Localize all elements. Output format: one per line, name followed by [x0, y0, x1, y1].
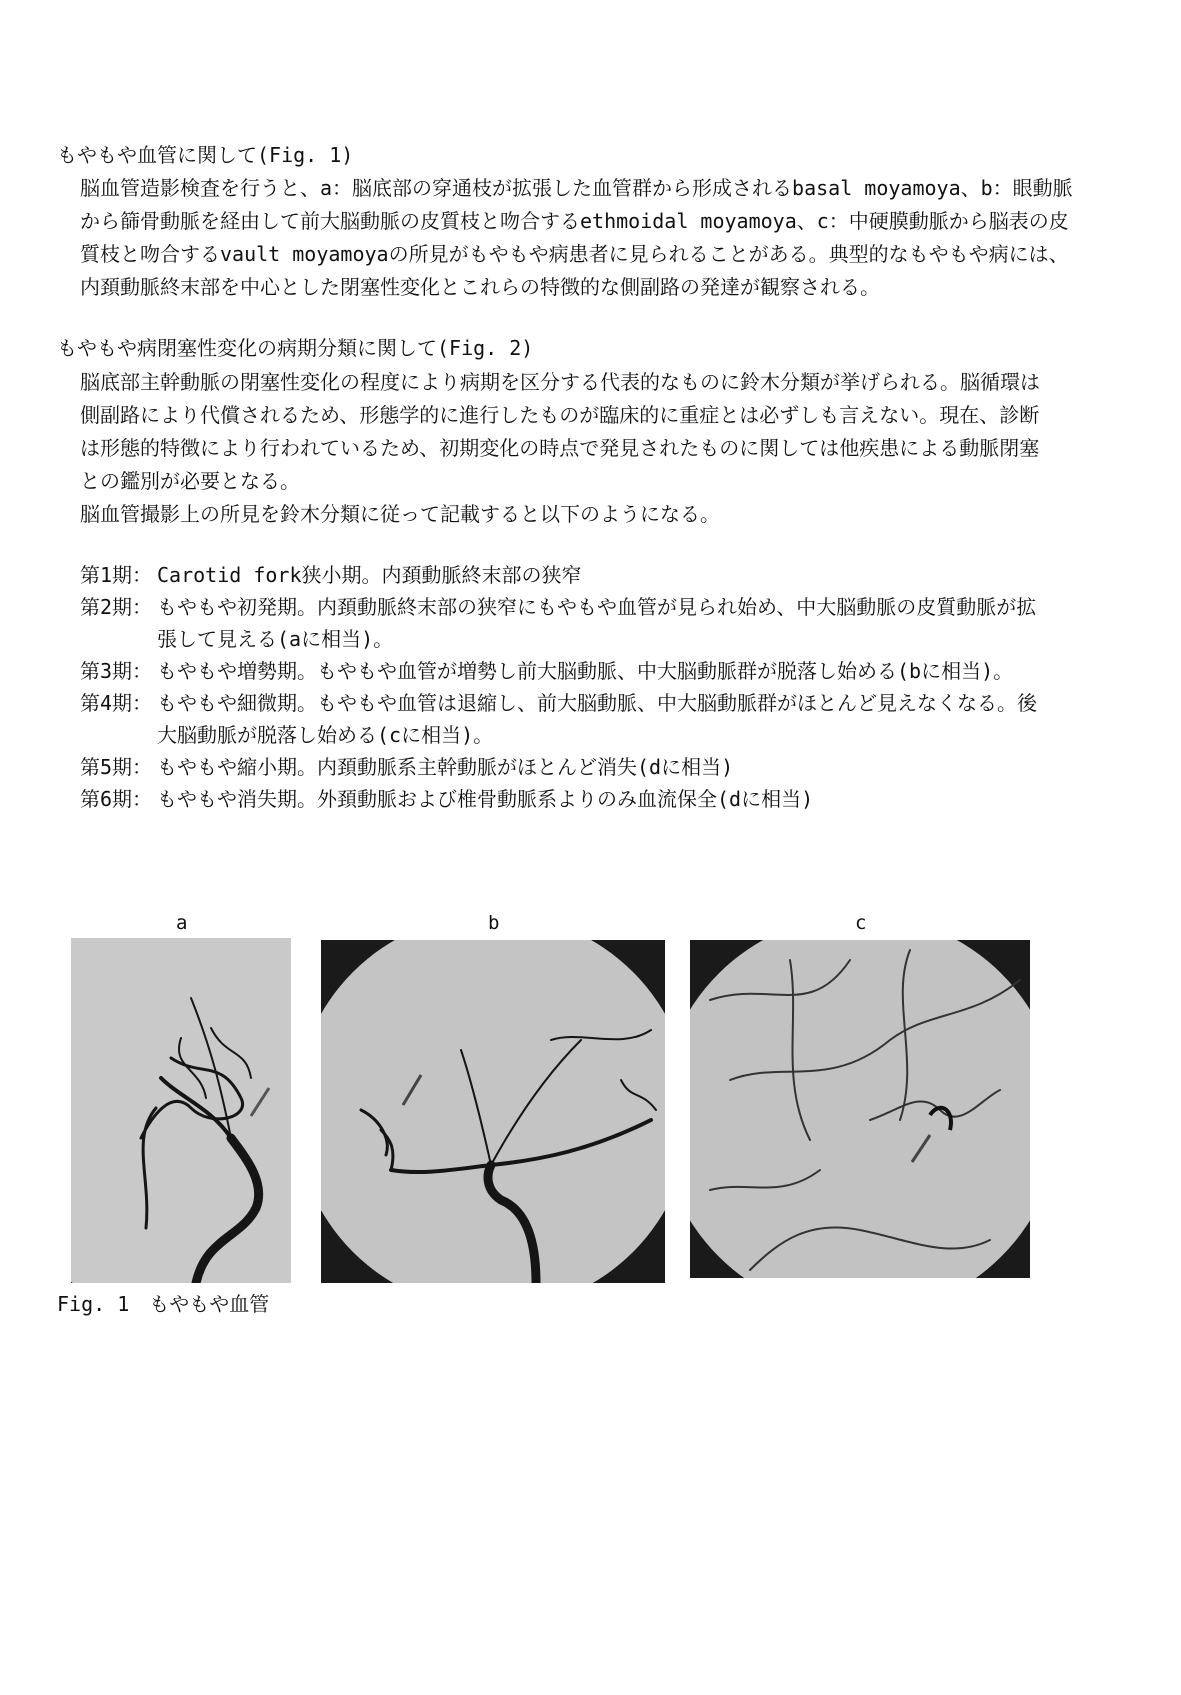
stage-2-text: もやもや初発期。内頚動脈終末部の狭窄にもやもや血管が見られ始め、中大脳動脈の皮質動脈が拡 [157, 595, 1037, 619]
stage-5-text: もやもや縮小期。内頚動脈系主幹動脈がほとんど消失(dに相当) [157, 755, 734, 779]
stage-4-label: 第4期： [80, 691, 153, 715]
paragraph-line: との鑑別が必要となる。 [80, 469, 300, 493]
angiogram-image-b [321, 940, 665, 1283]
panel-label-a: a [176, 912, 188, 934]
paragraph-line: から篩骨動脈を経由して前大脳動脈の皮質枝と吻合するethmoidal moyamoya、c：中硬膜動脈から脳表の皮 [80, 209, 1069, 233]
stage-4-text: もやもや細微期。もやもや血管は退縮し、前大脳動脈、中大脳動脈群がほとんど見えなくなる。後 [157, 691, 1037, 715]
paragraph-line: は形態的特徴により行われているため、初期変化の時点で発見されたものに関しては他疾患による動脈閉塞 [80, 436, 1040, 460]
paragraph-line: 脳底部主幹動脈の閉塞性変化の程度により病期を区分する代表的なものに鈴木分類が挙げられる。脳循環は [80, 370, 1040, 394]
figure-caption: Fig. 1 もやもや血管 [57, 1292, 270, 1316]
stage-2-text: 張して見える(aに相当)。 [157, 627, 394, 651]
angiogram-image-c [690, 940, 1030, 1278]
paragraph-line: 質枝と吻合するvault moyamoyaの所見がもやもや病患者に見られることがある。典型的なもやもや病には、 [80, 242, 1069, 266]
stage-6-text: もやもや消失期。外頚動脈および椎骨動脈系よりのみ血流保全(dに相当) [157, 787, 814, 811]
stage-2-label: 第2期： [80, 595, 153, 619]
paragraph-line: 脳血管造影検査を行うと、a：脳底部の穿通枝が拡張した血管群から形成されるbasal moyamoya、b：眼動脈 [80, 176, 1073, 200]
stage-3-text: もやもや増勢期。もやもや血管が増勢し前大脳動脈、中大脳動脈群が脱落し始める(bに相当)。 [157, 659, 1014, 683]
paragraph-line: 脳血管撮影上の所見を鈴木分類に従って記載すると以下のようになる。 [80, 502, 720, 526]
stage-6-label: 第6期： [80, 787, 153, 811]
stage-1-text: Carotid fork狭小期。内頚動脈終末部の狭窄 [157, 563, 582, 587]
stage-4-text: 大脳動脈が脱落し始める(cに相当)。 [157, 723, 494, 747]
stage-5-label: 第5期： [80, 755, 153, 779]
section-heading: もやもや病閉塞性変化の病期分類に関して(Fig. 2) [57, 336, 534, 360]
paragraph-line: 内頚動脈終末部を中心とした閉塞性変化とこれらの特徴的な側副路の発達が観察される。 [80, 275, 880, 299]
panel-label-c: c [855, 912, 867, 934]
stage-3-label: 第3期： [80, 659, 153, 683]
section-heading: もやもや血管に関して(Fig. 1) [57, 143, 354, 167]
panel-label-b: b [488, 912, 500, 934]
angiogram-image-a [71, 938, 291, 1283]
paragraph-line: 側副路により代償されるため、形態学的に進行したものが臨床的に重症とは必ずしも言えない。現在、診断 [80, 403, 1040, 427]
stage-1-label: 第1期： [80, 563, 153, 587]
